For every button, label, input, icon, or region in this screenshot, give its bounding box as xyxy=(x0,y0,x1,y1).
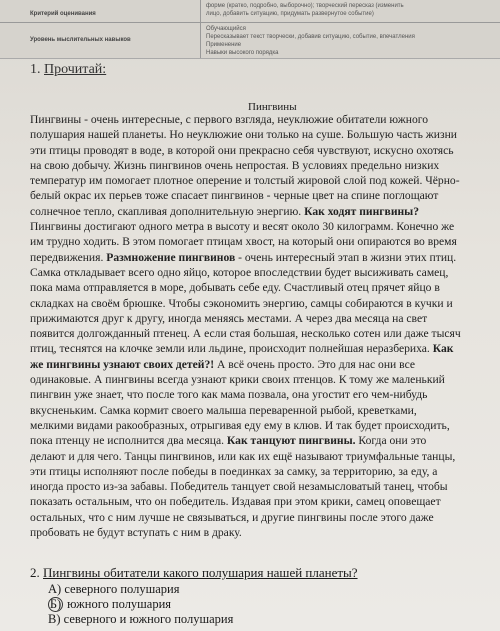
text-segment: одинаковые. А пингвины всегда узнают крики своих птенцов. К тому же маленький xyxy=(30,373,445,387)
text-line xyxy=(30,234,500,249)
text-line xyxy=(30,418,500,433)
answer-letter: В) xyxy=(48,612,61,626)
answer-letter-circled: Б) xyxy=(49,597,62,611)
text-line xyxy=(30,280,500,295)
text-segment: А всё очень просто. Это для нас они все xyxy=(214,357,415,371)
text-line xyxy=(30,158,500,173)
header-skill-level-1: Применение xyxy=(206,42,242,48)
answer-option[interactable] xyxy=(48,612,233,627)
text-line xyxy=(30,250,500,265)
text-line xyxy=(30,296,500,311)
header-criterion-text-1: форме (кратко, подробно, выборочно); творческий пересказ (изменить xyxy=(206,3,404,9)
text-segment: - очень интересный этап в жизни этих птиц. xyxy=(235,250,457,264)
text-segment: птиц, теснятся на клочке земли или льдине, происходит полнейшая неразбериха. xyxy=(30,342,433,356)
header-descriptor-label: Обучающийся xyxy=(206,26,246,32)
text-line xyxy=(30,403,500,418)
text-segment: пока мама отправляется в море, добывать себе еду. Счастливый отец прячет яйцо в xyxy=(30,281,440,295)
text-line xyxy=(30,510,500,525)
text-segment: передвижения. xyxy=(30,250,107,264)
text-line xyxy=(30,311,500,326)
text-segment: мелкими видами ракообразных, отрыгивая еду ему в клюв. И так будет происходить, xyxy=(30,418,450,432)
header-criterion-label: Критерий оценивания xyxy=(30,11,96,17)
text-segment: им трудно ходить. В этом помогает птицам хвост, на который они опираются во время xyxy=(30,235,457,249)
header-descriptor-text: Пересказывает текст творчески, добавив ситуацию, событие, впечатления xyxy=(206,34,415,40)
text-line xyxy=(30,326,500,341)
text-title: Пингвины xyxy=(248,101,297,113)
text-segment: вкусненьким. Самка кормит своего малыша переваренной рыбой, креветками, xyxy=(30,403,417,417)
answer-option[interactable] xyxy=(48,597,233,612)
question-2-heading xyxy=(30,565,358,581)
task-1-heading xyxy=(30,62,106,78)
text-segment: появится долгожданный птенец. А если стая большая, несколько сотен или даже тысяч xyxy=(30,327,461,341)
reading-text xyxy=(30,112,500,540)
text-line xyxy=(30,265,500,280)
text-line xyxy=(30,449,500,464)
question-2-label: Пингвины обитатели какого полушария нашей планеты? xyxy=(43,565,358,580)
text-subheading: же пингвины узнают своих детей?! xyxy=(30,357,215,371)
text-segment: иногда просто из-за забавы. Победитель танцует свой незамысловатый танец, чтобы xyxy=(30,480,448,494)
text-segment: показать остальным, что он победитель. Издавая при этом крики, самец оповещает xyxy=(30,495,441,509)
text-segment: солнечное тепло, скапливая дополнительную энергию. xyxy=(30,204,305,218)
text-segment: пробовать не будут вступать с ним в драку. xyxy=(30,526,242,540)
answer-option[interactable] xyxy=(48,582,233,597)
text-line xyxy=(30,372,500,387)
text-segment: складках на своём брюшке. Чтобы сэкономить энергию, самцы собираются в кучки и xyxy=(30,296,453,310)
header-criterion-text-2: лицо, добавить ситуацию, придумать развернутое событие) xyxy=(206,11,374,17)
header-column-divider xyxy=(200,0,201,58)
answer-text: северного и южного полушария xyxy=(60,612,234,626)
text-line xyxy=(30,479,500,494)
text-subheading: Размножение пингвинов xyxy=(106,250,236,264)
text-line xyxy=(30,525,500,540)
text-segment: температур им помогает плотное оперение и толстый жировой слой под кожей. Чёрно- xyxy=(30,174,460,188)
assessment-header-table xyxy=(0,0,500,59)
text-segment: полушария нашей планеты. Но неуклюжие они только на суше. Большую часть жизни xyxy=(30,128,457,142)
text-line xyxy=(30,387,500,402)
text-segment: белый окрас их перьев тоже спасает пингвинов - черные цвет на спине поглощают xyxy=(30,189,439,203)
text-segment: эти птицы исполняют после победы в поединках за самку, за территорию, за еду, а xyxy=(30,464,438,478)
text-segment: делают и для чего. Танцы пингвинов, или как их ещё называют триумфальные танцы, xyxy=(30,449,456,463)
text-line xyxy=(30,494,500,509)
text-segment: Самка откладывает всего одно яйцо, которое впоследствии будет высиживать самец, xyxy=(30,265,449,279)
text-line xyxy=(30,357,500,372)
text-segment: пингвин уже знает, что после того как мама позвала, она угостит его чем-нибудь xyxy=(30,388,428,402)
header-thinking-skills-label: Уровень мыслительных навыков xyxy=(30,37,131,43)
text-line xyxy=(30,341,500,356)
text-line xyxy=(30,127,500,142)
answer-text: северного полушария xyxy=(61,582,180,596)
question-2-options xyxy=(48,582,233,627)
answer-letter: А) xyxy=(48,582,62,596)
answer-text: южного полушария xyxy=(64,597,172,611)
text-segment: на свою добычу. Жизнь пингвинов очень непростая. В условиях предельно низких xyxy=(30,158,440,172)
text-segment: пока птенцу не исполнится два месяца. xyxy=(30,434,227,448)
text-line xyxy=(30,433,500,448)
text-line xyxy=(30,112,500,127)
text-subheading: Как xyxy=(432,342,454,356)
text-segment: Пингвины - очень интересные, с первого взгляда, неуклюжие обитатели южного xyxy=(30,113,429,126)
task-1-label: Прочитай: xyxy=(44,62,107,77)
text-subheading: Как танцуют пингвины. xyxy=(226,434,356,448)
text-subheading: Как ходят пингвины? xyxy=(304,204,420,218)
text-line xyxy=(30,173,500,188)
header-divider xyxy=(0,22,500,23)
text-segment: остальных, что с ним лучше не связываться, и другие пингвины после этого даже xyxy=(30,510,434,524)
text-segment: Пингвины достигают одного метра в высоту и весят около 30 килограмм. Конечно же xyxy=(30,220,455,234)
text-line xyxy=(30,464,500,479)
text-line xyxy=(30,188,500,203)
question-2-number: 2. xyxy=(30,565,40,580)
text-line xyxy=(30,219,500,234)
header-skill-level-2: Навыки высокого порядка xyxy=(206,50,279,56)
text-segment: эти птицы проводят в воде, в которой они прекрасно себя чувствуют, искусно охотясь xyxy=(30,143,454,157)
text-segment: Когда они это xyxy=(355,434,427,448)
text-segment: прижимаются друг к другу, иногда меняясь местами. А через два месяца на свет xyxy=(30,311,428,325)
text-line xyxy=(30,143,500,158)
text-line xyxy=(30,204,500,219)
task-1-number: 1. xyxy=(30,62,41,77)
